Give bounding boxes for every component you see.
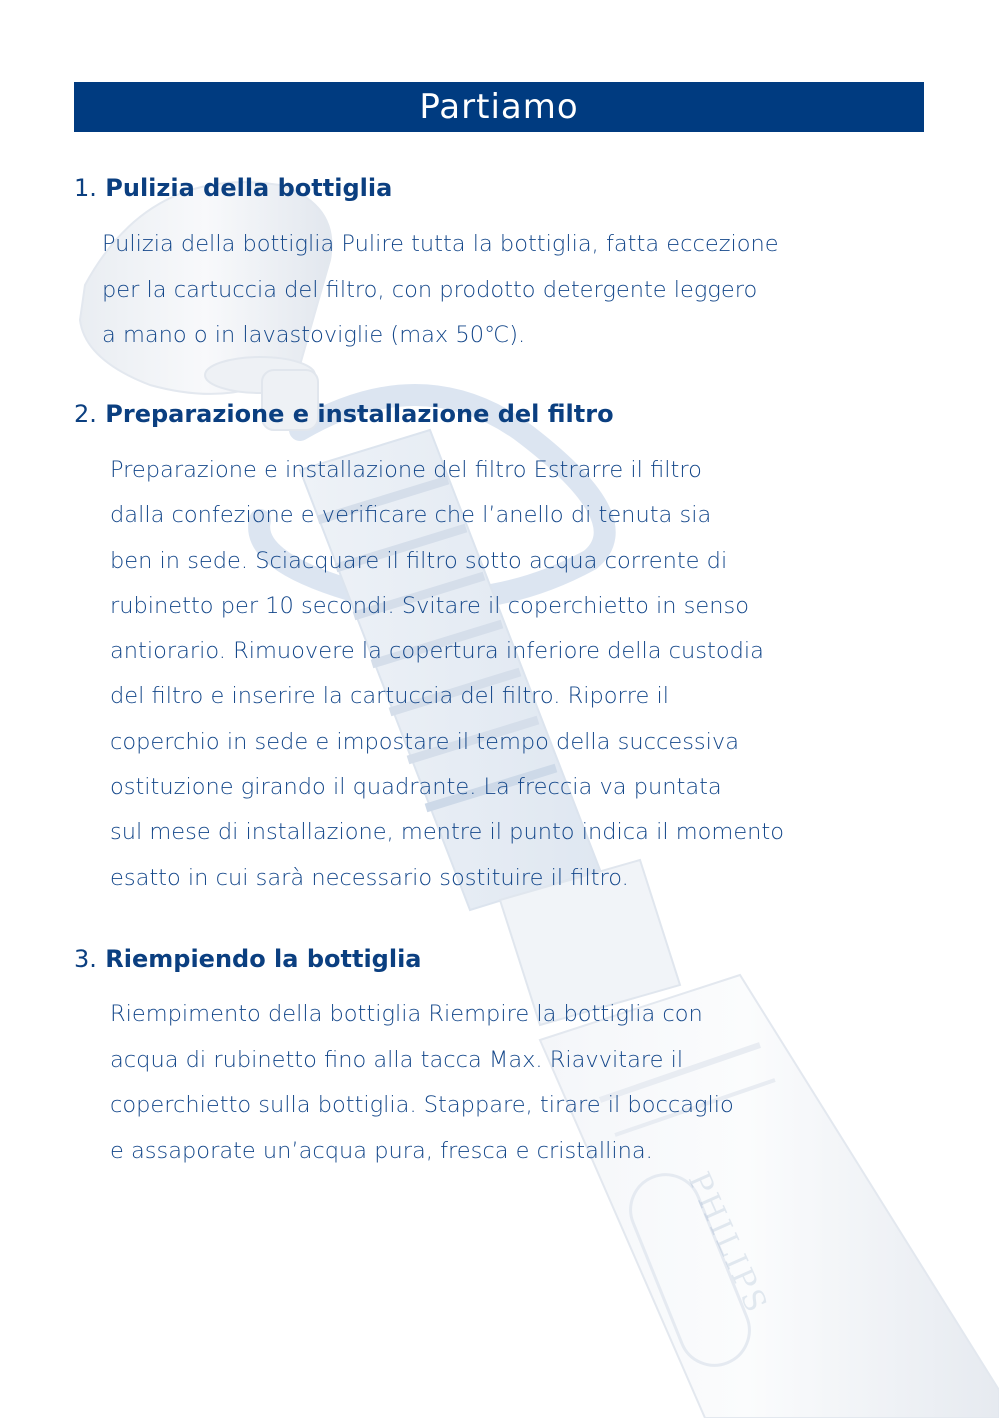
body-line: del filtro e inserire la cartuccia del filtro. Riporre il: [110, 683, 670, 710]
body-line: acqua di rubinetto fino alla tacca Max. Riavvitare il: [110, 1046, 684, 1073]
section-title-cleaning: [74, 176, 392, 200]
body-line: Riempimento della bottiglia Riempire la bottiglia con: [110, 1001, 703, 1027]
body-line: Preparazione e installazione del filtro Estrarre il filtro: [110, 457, 702, 483]
page-title: Partiamo: [419, 87, 579, 127]
section-title-filter-setup: [74, 402, 614, 426]
section-body-filter-setup: [110, 448, 910, 901]
body-line: ostituzione girando il quadrante. La freccia va puntata: [110, 774, 722, 801]
body-line: ben in sede. Sciacquare il filtro sotto acqua corrente di: [110, 547, 728, 574]
body-line: coperchietto sulla bottiglia. Stappare, tirare il boccaglio: [110, 1092, 734, 1118]
body-line: e assaporate un’acqua pura, fresca e cristallina.: [110, 1137, 653, 1164]
section-number: 1.: [74, 174, 97, 202]
body-line: dalla confezione e verificare che l’anello di tenuta sia: [110, 502, 712, 529]
body-line: antiorario. Rimuovere la copertura inferiore della custodia: [110, 638, 764, 665]
section-title-filling: [74, 947, 422, 971]
title-banner: [74, 82, 924, 132]
section-title-text: Preparazione e installazione del filtro: [105, 400, 614, 428]
section-number: 3.: [74, 945, 97, 973]
body-line: a mano o in lavastoviglie (max 50℃).: [102, 322, 526, 348]
section-title-text: Riempiendo la bottiglia: [105, 945, 422, 973]
body-line: sul mese di installazione, mentre il punto indica il momento: [110, 819, 785, 846]
body-line: Pulizia della bottiglia Pulire tutta la bottiglia, fatta eccezione: [102, 231, 779, 257]
body-line: per la cartuccia del filtro, con prodotto detergente leggero: [102, 276, 758, 303]
section-title-text: Pulizia della bottiglia: [105, 174, 393, 202]
section-body-filling: [110, 992, 910, 1174]
section-body-cleaning: [102, 222, 912, 359]
body-line: rubinetto per 10 secondi. Svitare il coperchietto in senso: [110, 592, 749, 619]
section-number: 2.: [74, 400, 97, 428]
brand-text: PHILIPS: [680, 1167, 775, 1320]
body-line: coperchio in sede e impostare il tempo della successiva: [110, 728, 739, 755]
body-line: esatto in cui sarà necessario sostituire il filtro.: [110, 864, 629, 891]
